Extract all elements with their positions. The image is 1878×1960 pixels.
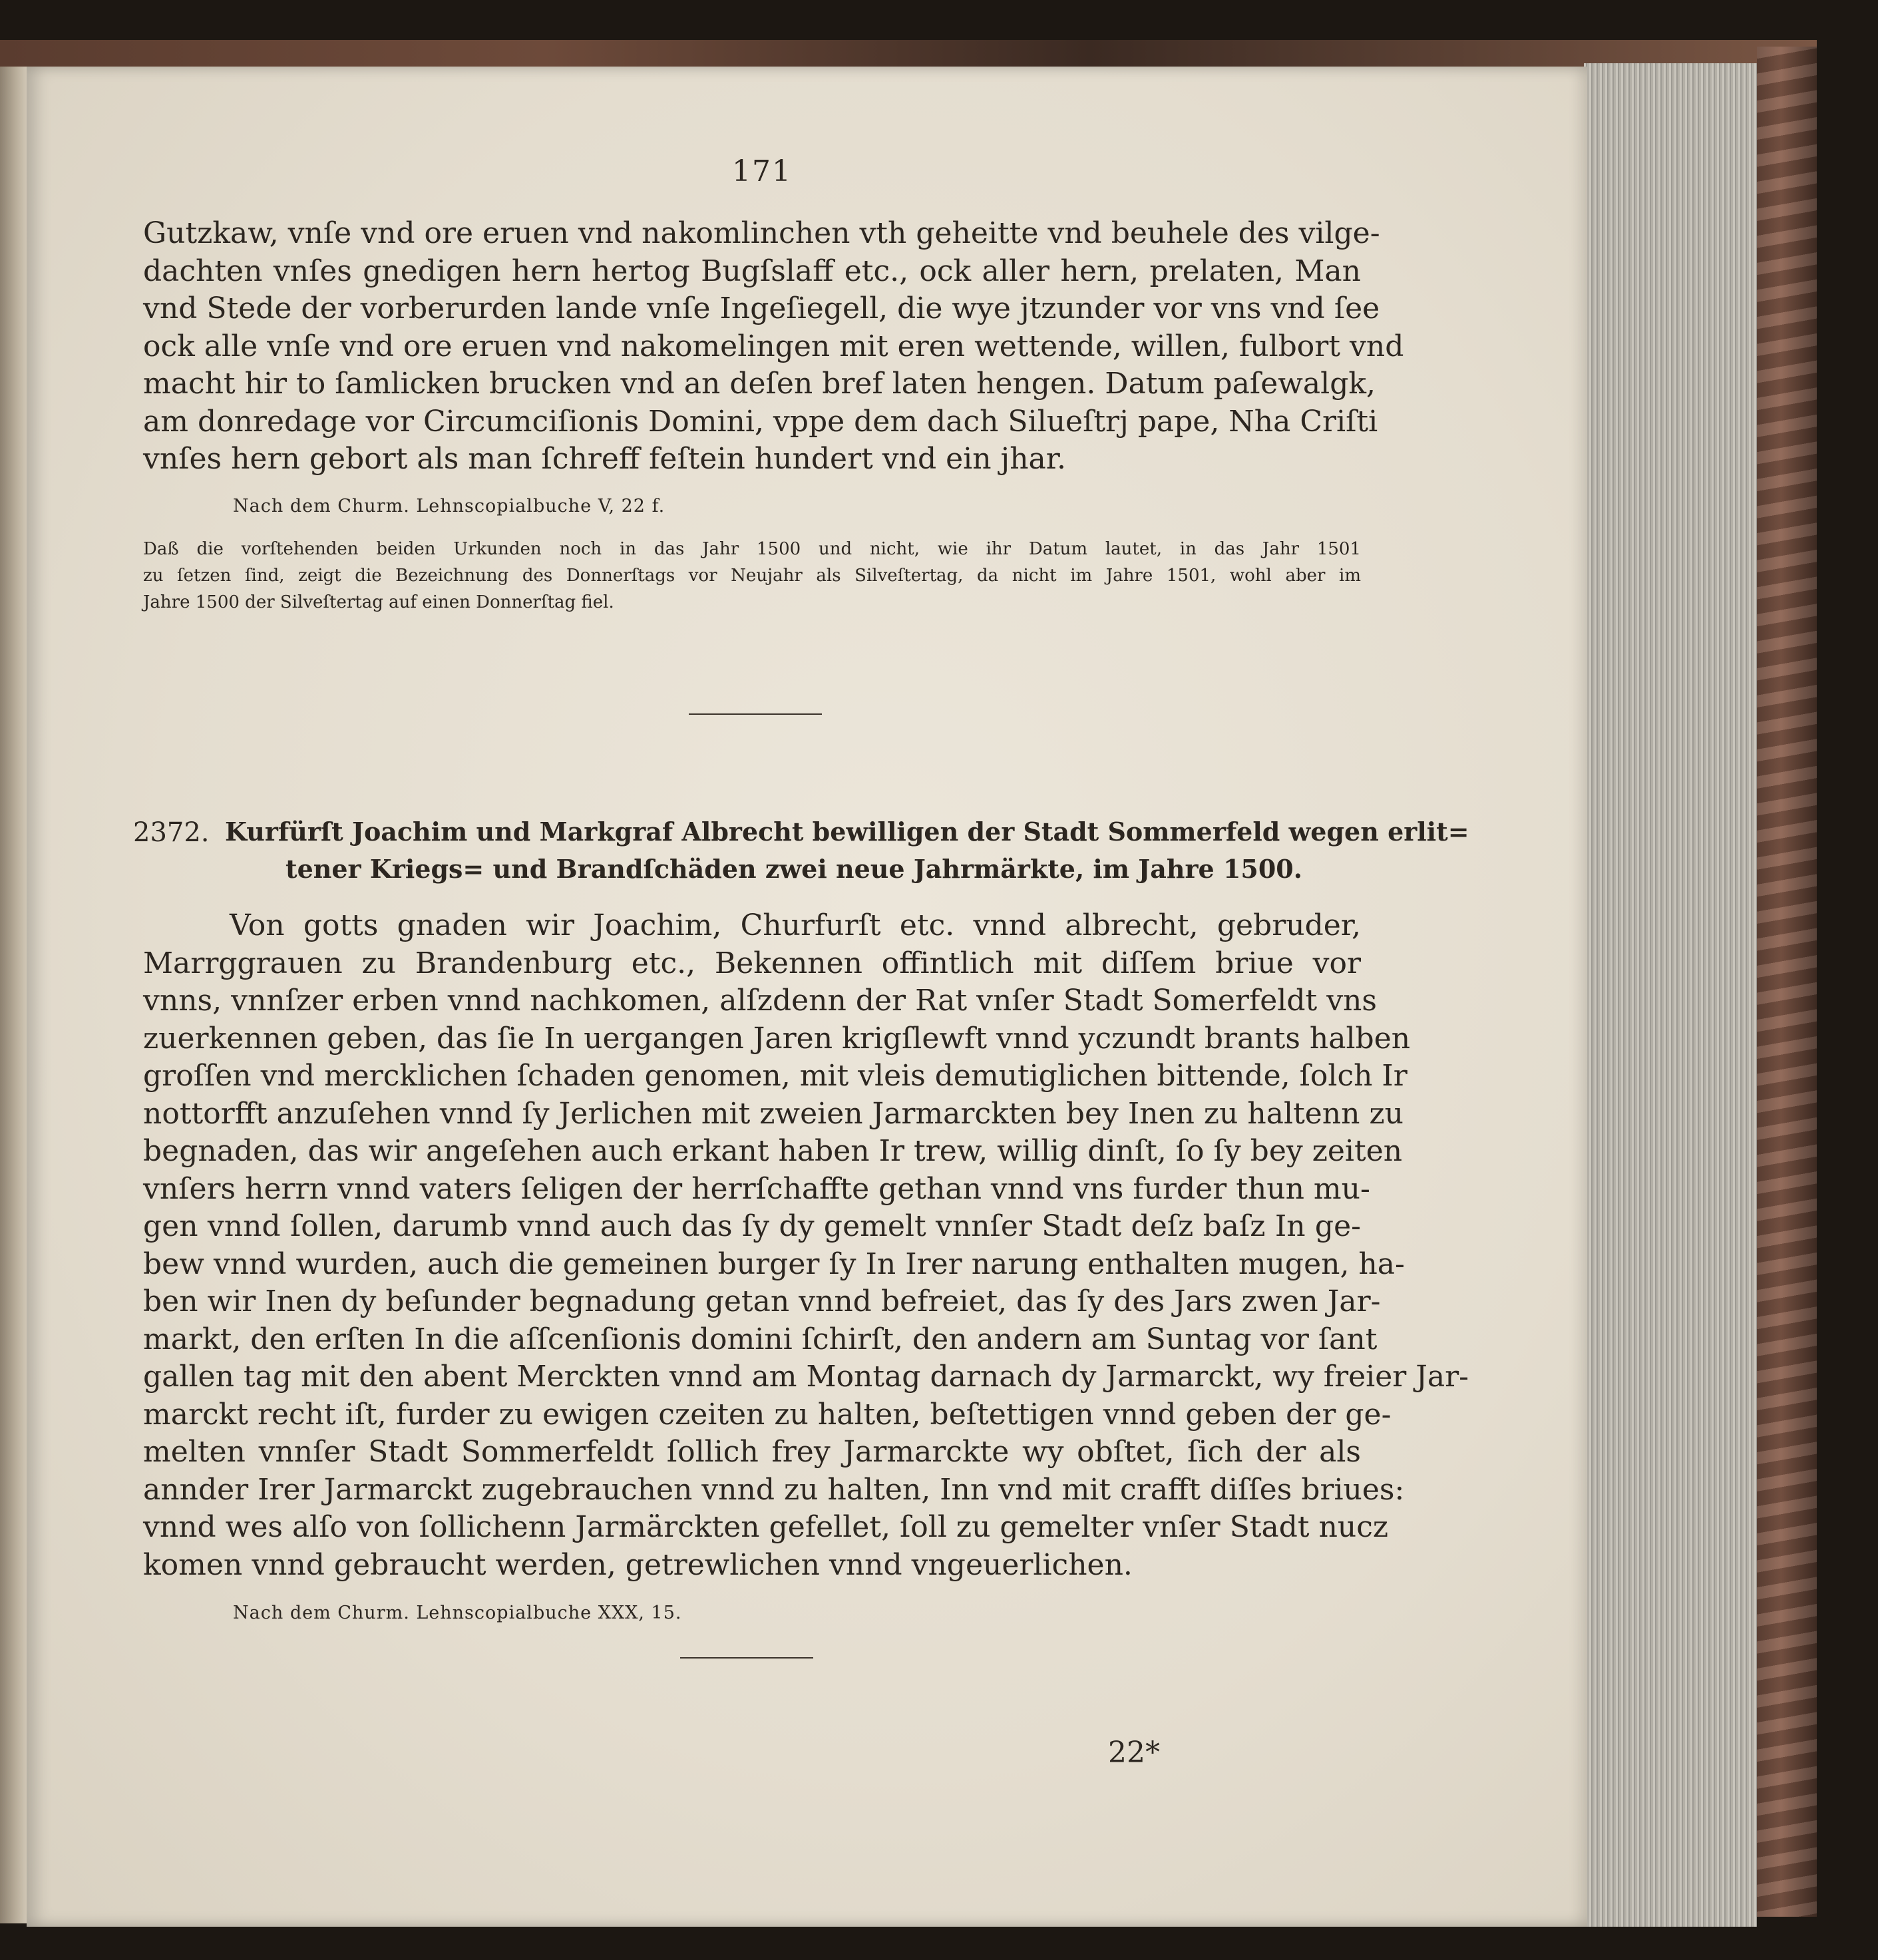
text-line: am donredage vor Circumciſionis Domini, vppe dem dach Silueſtrj pape, Nha Criſti: [143, 404, 1378, 439]
text-line: marckt recht iſt, furder zu ewigen czeiten zu halten, beſtettigen vnnd geben der ge-: [143, 1397, 1392, 1432]
text-line: markt, den erſten In die aſſcenſionis domini ſchirſt, den andern am Suntag vor ſant: [143, 1322, 1378, 1356]
text-line: bew vnnd wurden, auch die gemeinen burger ſy In Irer narung enthalten mugen, ha-: [143, 1247, 1405, 1281]
document-1-body: [143, 215, 1404, 479]
text-line: Von gotts gnaden wir Joachim, Churfurſt etc. vnnd albrecht, gebruder,: [230, 908, 1361, 942]
text-line: vnſes hern gebort als man ſchreff feſtein hundert vnd ein jhar.: [143, 442, 1066, 476]
text-line: dachten vnſes gnedigen hern hertog Bugſslaff etc., ock aller hern, prelaten, Man: [143, 254, 1361, 288]
heading-line: tener Kriegs= und Brandſchäden zwei neue Jahrmärkte, im Jahre 1500.: [285, 854, 1302, 884]
note-line: zu ſetzen ſind, zeigt die Bezeichnung des Donnerſtags vor Neujahr als Silveſtertag, da nicht im Jahre 1501, wohl aber im: [143, 566, 1361, 586]
document-2-body: [143, 907, 1469, 1584]
heading-line: Kurfürſt Joachim und Markgraf Albrecht bewilligen der Stadt Sommerfeld wegen erlit=: [225, 817, 1469, 847]
text-line: komen vnnd gebraucht werden, getrewlichen vnnd vngeuerlichen.: [143, 1547, 1133, 1582]
text-line: macht hir to ſamlicken brucken vnd an deſen bref laten hengen. Datum paſewalgk,: [143, 367, 1376, 401]
printer-signature: 22*: [1108, 1736, 1160, 1770]
text-line: melten vnnſer Stadt Sommerfeldt ſollich frey Jarmarckte wy obſtet, ſich der als: [143, 1435, 1361, 1469]
text-line: annder Irer Jarmarckt zugebrauchen vnnd zu halten, Inn vnd mit crafft diſſes briues:: [143, 1472, 1405, 1507]
text-line: gallen tag mit den abent Merckten vnnd am Montag darnach dy Jarmarckt, wy freier Jar-: [143, 1360, 1469, 1394]
text-line: vnns, vnnſzer erben vnnd nachkomen, alſzdenn der Rat vnſer Stadt Somerfeldt vns: [143, 984, 1377, 1018]
section-divider: [689, 713, 822, 715]
facing-page-edge: [0, 67, 30, 1923]
document-heading: [225, 813, 1469, 888]
text-line: gen vnnd ſollen, darumb vnnd auch das ſy dy gemelt vnnſer Stadt deſz baſz In ge-: [143, 1209, 1361, 1243]
document-number: 2372.: [133, 817, 210, 848]
text-line: zuerkennen geben, das ſie In uergangen Jaren krigſlewft vnnd yczundt brants halben: [143, 1021, 1411, 1056]
page-edges: [1584, 63, 1757, 1927]
note-line: Jahre 1500 der Silveſtertag auf einen Donnerſtag fiel.: [143, 592, 614, 612]
text-line: ben wir Inen dy beſunder begnadung getan vnnd befreiet, das ſy des Jars zwen Jar-: [143, 1284, 1381, 1318]
text-line: vnd Stede der vorberurden lande vnſe Ingeſiegell, die wye jtzunder vor vns vnd ſee: [143, 292, 1380, 325]
text-line: vnſers herrn vnnd vaters ſeligen der herrſchaffte gethan vnnd vns furder thun mu-: [143, 1171, 1370, 1206]
source-citation: Nach dem Churm. Lehnscopialbuche V, 22 f.: [233, 496, 665, 516]
editorial-note: [143, 536, 1361, 616]
source-citation: Nach dem Churm. Lehnscopialbuche XXX, 15.: [233, 1603, 682, 1623]
text-line: begnaden, das wir angeſehen auch erkant haben Ir trew, willig dinſt, ſo ſy bey zeiten: [143, 1134, 1403, 1168]
text-line: groſſen vnd mercklichen ſchaden genomen, mit vleis demutiglichen bittende, ſolch Ir: [143, 1059, 1408, 1093]
section-divider: [680, 1657, 813, 1659]
book-binding-marbled: [1757, 47, 1817, 1917]
text-line: ock alle vnſe vnd ore eruen vnd nakomelingen mit eren wettende, willen, fulbort vnd: [143, 329, 1404, 363]
text-line: Gutzkaw, vnſe vnd ore eruen vnd nakomlinchen vth geheitte vnd beuhele des vilge-: [143, 216, 1380, 250]
note-line: Daß die vorſtehenden beiden Urkunden noch in das Jahr 1500 und nicht, wie ihr Datum lautet, in das Jahr 1501: [143, 539, 1361, 559]
page-number: 171: [732, 154, 792, 188]
text-line: nottorfft anzuſehen vnnd ſy Jerlichen mit zweien Jarmarckten bey Inen zu haltenn zu: [143, 1096, 1404, 1131]
text-line: vnnd wes alſo von ſollichenn Jarmärckten gefellet, ſoll zu gemelter vnſer Stadt nucz: [143, 1510, 1389, 1544]
text-line: Marrggrauen zu Brandenburg etc., Bekennen offintlich mit diſſem briue vor: [143, 946, 1361, 980]
